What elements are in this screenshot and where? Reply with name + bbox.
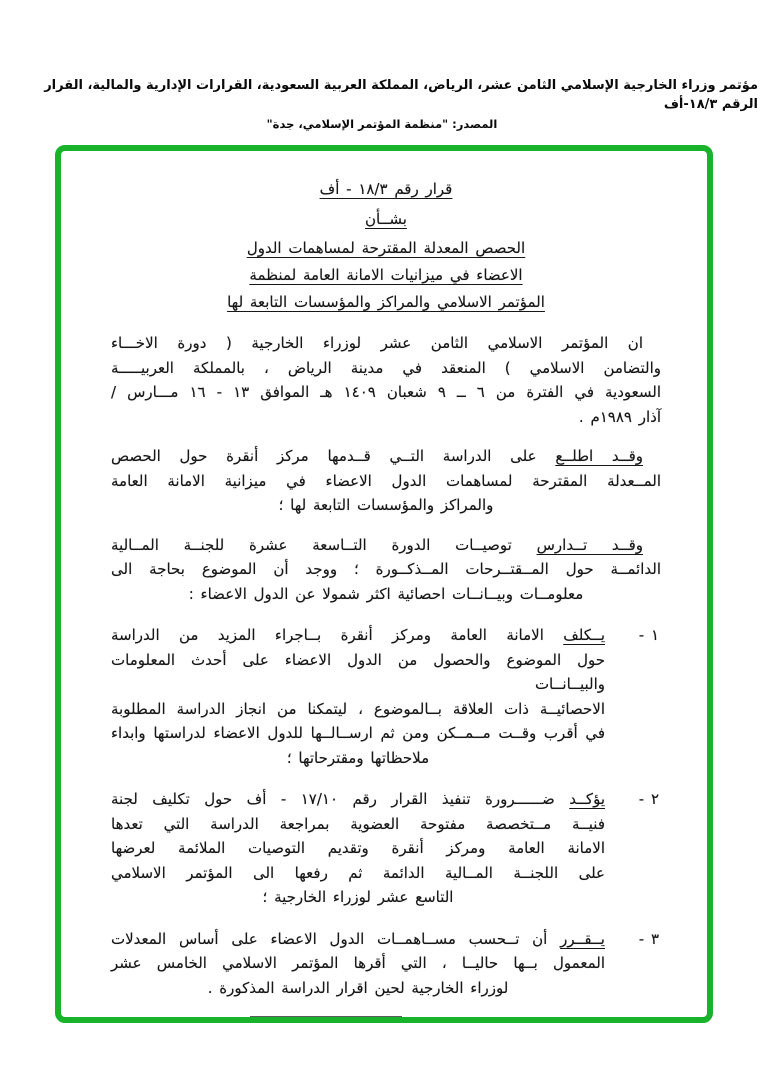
clause-lead-word: وقــد تــدارس — [536, 535, 644, 554]
item-body — [111, 787, 615, 910]
citation-header: مؤتمر وزراء الخارجية الإسلامي الثامن عشر، الرياض، المملكة العربية السعودية، القرارات الإدارية والمالية، القرار الرقم ١٨/٣-أف — [44, 78, 758, 112]
item-number: ٢ - — [638, 790, 659, 808]
text-line: الامانة العامة ومركز أنقرة وتقديم التوصيات الملائمة لعرضها — [111, 839, 605, 857]
text-line: حول الموضوع والحصول من الدول الاعضاء على أحدث المعلومات والبيــانــات — [111, 650, 605, 693]
item-number: ١ - — [638, 626, 659, 644]
text-line: معلومــات وبيــانــات احصائية اكثر شمولا عن الدول الاعضاء : — [188, 584, 584, 603]
text-segment: ضــــــرورة تنفيذ القرار رقم ١٧/١٠ - أف حول تكليف لجنة — [111, 790, 555, 808]
text-line: ان المؤتمر الاسلامي الثامن عشر لوزراء الخارجية ( دورة الاخـــاء — [111, 334, 643, 352]
clause-studied — [111, 533, 661, 607]
subject-line: الحصص المعدلة المقترحة لمساهمات الدول — [246, 239, 526, 257]
decision-item-2 — [111, 787, 661, 910]
clause-lead-word: وقــد اطلــع — [555, 447, 643, 465]
decision-number-title: قرار رقم ١٨/٣ - أف — [319, 180, 453, 198]
clause-reviewed — [111, 444, 661, 518]
item-lead-word: يؤكــد — [569, 790, 605, 808]
text-line: التاسع عشر لوزراء الخارجية ؛ — [262, 888, 454, 906]
text-line: الدائمــة حول المــقتــرحات المــذكــورة ؛ ووجد أن الموضوع بحاجة الى — [111, 560, 661, 578]
subject-heading — [111, 235, 661, 316]
document-content — [61, 151, 707, 1018]
text-line — [111, 927, 605, 952]
item-body — [111, 623, 615, 770]
text-line — [111, 787, 605, 812]
text-line: فنيــة مــتخصصة مفتوحة العضوية بمراجعة الدراسة التي تعدها — [111, 814, 605, 833]
preamble-paragraph — [111, 331, 661, 429]
item-number: ٣ - — [638, 929, 659, 948]
text-line: السعودية في الفترة من ٦ ــ ٩ شعبان ١٤٠٩ هـ الموافق ١٣ - ١٦ مـــارس / — [111, 383, 662, 401]
scanned-document-page — [55, 145, 713, 1023]
source-value: "منظمة المؤتمر الإسلامي، جدة" — [266, 117, 449, 131]
text-line — [111, 623, 605, 648]
text-line: المــعدلة المقترحة لمساهمات الدول الاعضاء في ميزانية الامانة العامة — [111, 471, 661, 490]
item-lead-word: يــقــرر — [560, 929, 605, 948]
item-lead-word: يــكلف — [563, 626, 605, 644]
text-segment: توصيــات الدورة التــاسعة عشرة للجنــة المــالية — [111, 535, 512, 554]
text-line: في أقرب وقــت مــمــكن ومن ثم ارســالــها للدول الاعضاء لدراستها وابداء — [111, 724, 605, 742]
text-segment: الامانة العامة ومركز أنقرة بــاجراء المزيد من الدراسة — [111, 626, 544, 644]
source-label: المصدر: — [452, 117, 498, 131]
text-segment: على الدراسة التــي قــدمها مركز أنقرة حول الحصص — [111, 447, 537, 465]
source-line — [0, 117, 764, 131]
subject-line: المؤتمر الاسلامي والمراكز والمؤسسات التابعة لها — [227, 293, 545, 311]
text-line: ملاحظاتها ومقترحاتها ؛ — [286, 748, 430, 767]
text-line: والمراكز والمؤسسات التابعة لها ؛ — [278, 496, 494, 514]
text-line: على اللجنــة المــالية الدائمة ثم رفعها الى المؤتمر الاسلامي — [111, 863, 605, 882]
decision-item-1 — [111, 623, 661, 770]
decision-item-3 — [111, 927, 661, 1001]
text-line — [111, 444, 661, 469]
text-line: والتضامن الاسلامي ) المنعقد في مدينة الرياض ، بالمملكة العربيـــــة — [111, 358, 661, 377]
text-segment: أن تــحسب مســاهمــات الدول الاعضاء على أساس المعدلات — [111, 929, 548, 948]
item-body — [111, 927, 615, 1001]
text-line: الاحصائيــة ذات العلاقة بــالموضوع ، ليتمكنا من انجاز الدراسة المطلوبة — [111, 699, 605, 718]
end-divider — [250, 1016, 402, 1018]
subject-word: بشــأن — [365, 209, 407, 228]
subject-line: الاعضاء في ميزانيات الامانة العامة لمنظمة — [249, 266, 523, 284]
text-line — [111, 533, 661, 558]
text-line: المعمول بــها حاليــا ، التي أقرها المؤتمر الاسلامي الخامس عشر — [111, 954, 605, 972]
text-line: لوزراء الخارجية لحين اقرار الدراسة المذكورة . — [207, 978, 509, 997]
text-line: آذار ١٩٨٩م . — [578, 407, 661, 426]
